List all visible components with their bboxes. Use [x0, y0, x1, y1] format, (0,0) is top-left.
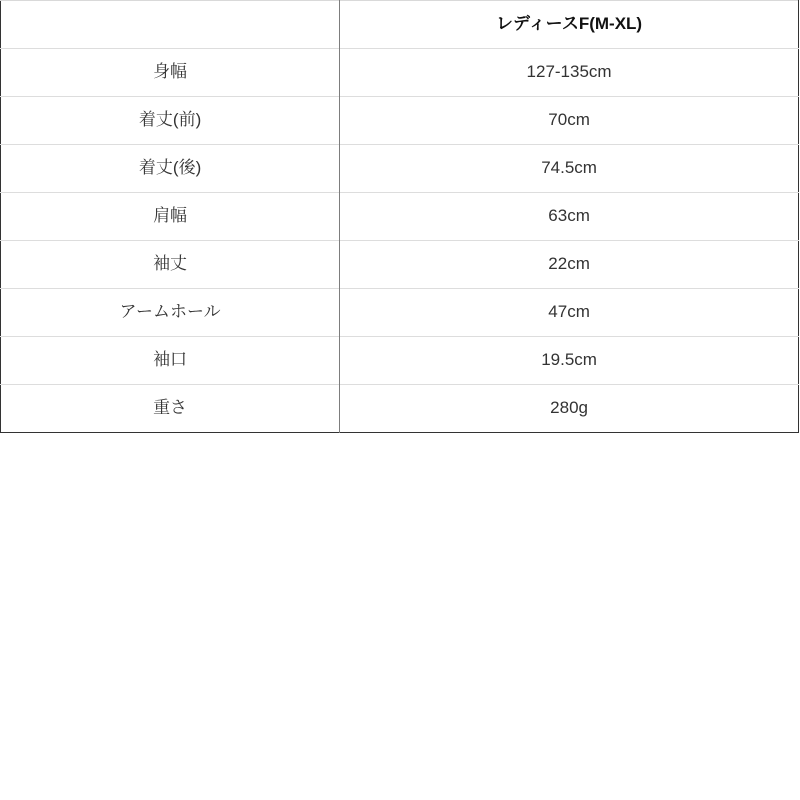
measurement-value: 280g — [340, 385, 799, 433]
measurement-value: 70cm — [340, 97, 799, 145]
measurement-label: 袖丈 — [1, 241, 340, 289]
measurement-label: アームホール — [1, 289, 340, 337]
measurement-value: 19.5cm — [340, 337, 799, 385]
table-row-length-front — [1, 97, 799, 145]
measurement-value: 74.5cm — [340, 145, 799, 193]
size-column-header: レディースF(M-XL) — [340, 1, 799, 49]
table-row-length-back — [1, 145, 799, 193]
measurement-label: 肩幅 — [1, 193, 340, 241]
measurement-value: 127-135cm — [340, 49, 799, 97]
measurement-label: 身幅 — [1, 49, 340, 97]
measurement-label: 袖口 — [1, 337, 340, 385]
measurement-label: 着丈(前) — [1, 97, 340, 145]
table-row-armhole — [1, 289, 799, 337]
measurement-label: 着丈(後) — [1, 145, 340, 193]
measurement-label: 重さ — [1, 385, 340, 433]
corner-cell — [1, 1, 340, 49]
header-row — [1, 1, 799, 49]
table-row-body-width — [1, 49, 799, 97]
table-row-weight — [1, 385, 799, 433]
table-row-cuff — [1, 337, 799, 385]
measurement-value: 22cm — [340, 241, 799, 289]
table-row-sleeve-length — [1, 241, 799, 289]
measurement-value: 47cm — [340, 289, 799, 337]
measurement-value: 63cm — [340, 193, 799, 241]
table-row-shoulder-width — [1, 193, 799, 241]
